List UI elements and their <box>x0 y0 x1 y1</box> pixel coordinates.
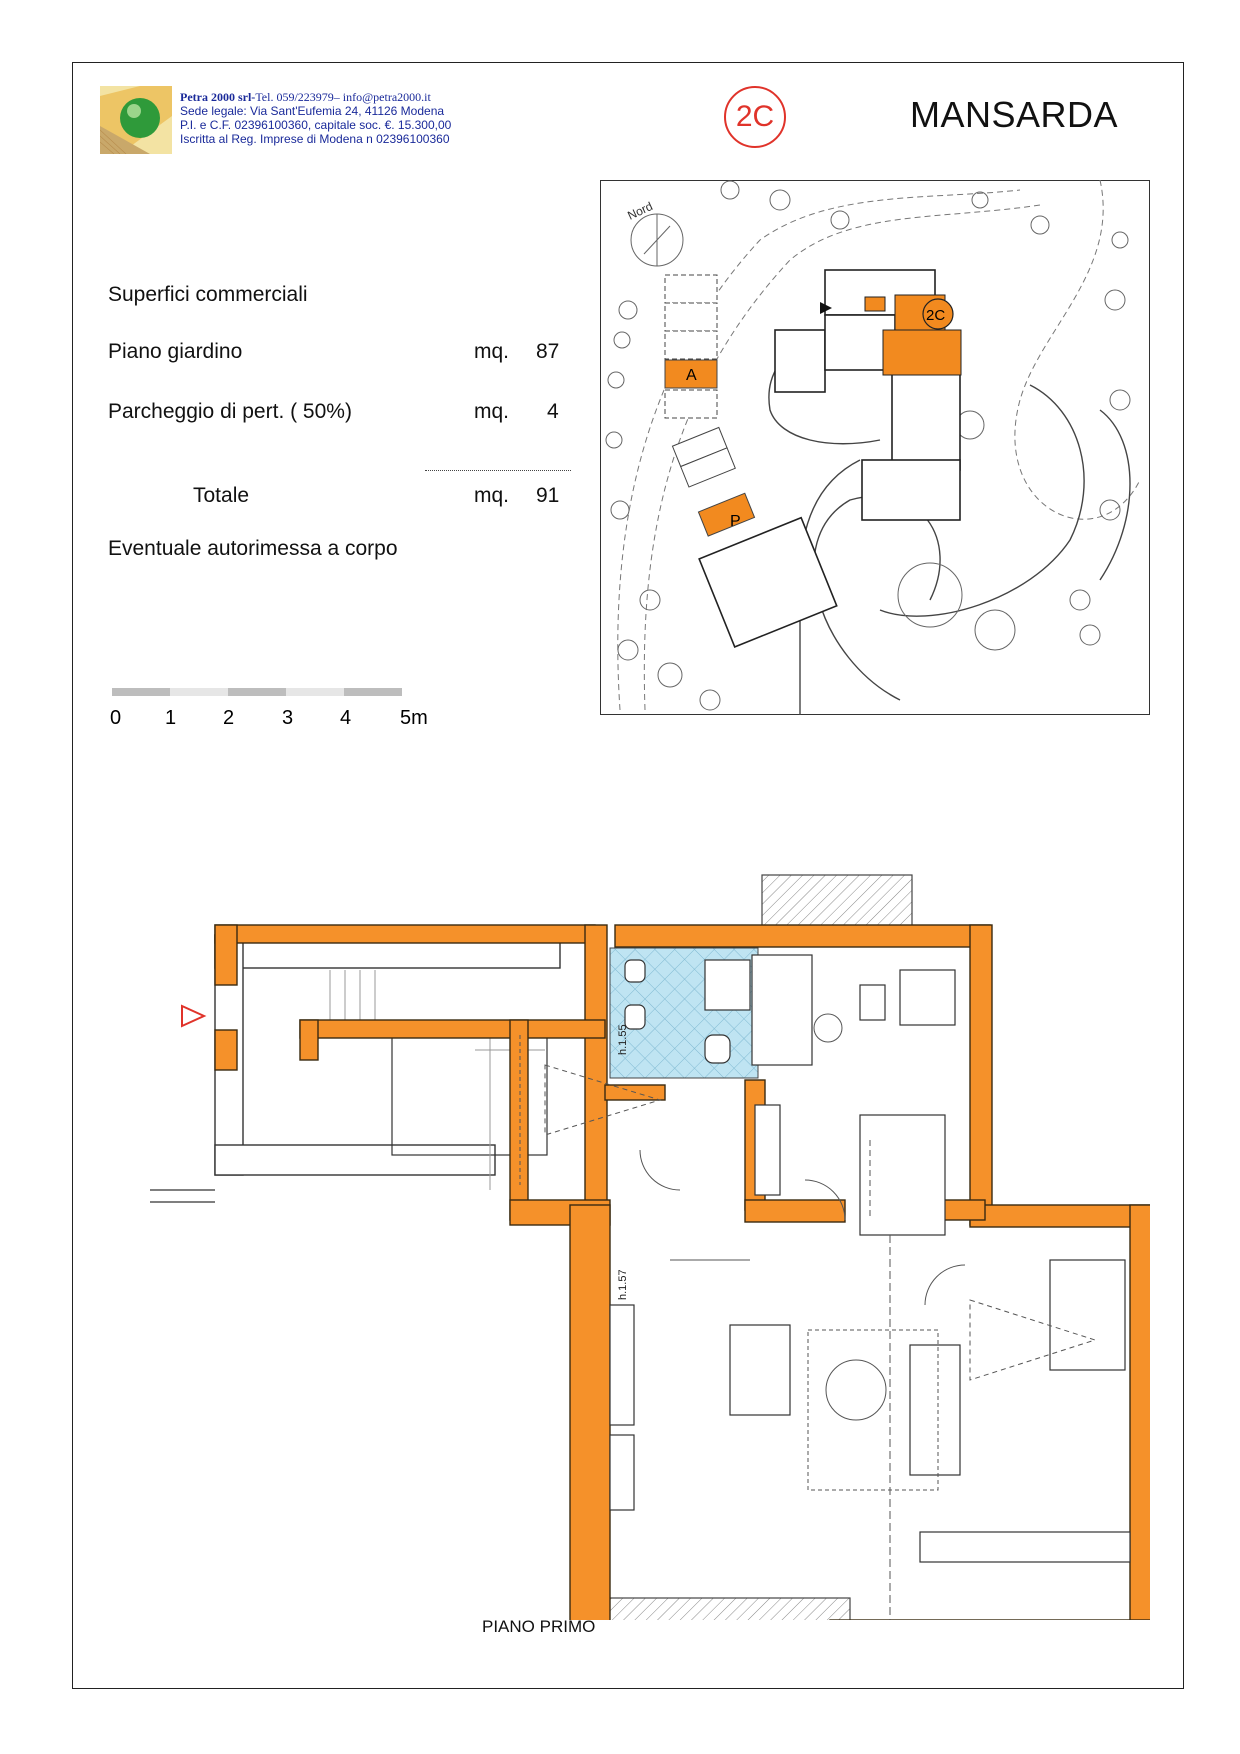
company-address: Sede legale: Via Sant'Eufemia 24, 41126 Modena <box>180 104 445 118</box>
area-row-label: Parcheggio di pert. ( 50%) <box>108 400 352 423</box>
site-unit-marker: 2C <box>926 307 946 324</box>
entrance-arrow-icon <box>182 1006 204 1026</box>
scale-bar <box>110 688 450 738</box>
balcony-bottom <box>585 1598 850 1620</box>
bathroom-height-label: h.1.55 <box>617 1024 629 1055</box>
north-label: Nord <box>625 199 655 223</box>
total-separator <box>425 470 571 471</box>
areas-title: Superfici commerciali <box>108 283 308 306</box>
scale-tick-label: 1 <box>165 707 177 729</box>
page-title: MANSARDA <box>910 94 1119 135</box>
marker-a: A <box>686 367 697 384</box>
total-unit: mq. <box>474 484 510 507</box>
floor-plan <box>150 860 1150 1620</box>
site-plan <box>600 180 1150 715</box>
scale-tick-label: 2 <box>223 707 235 729</box>
area-row-unit: mq. <box>474 400 510 423</box>
unit-code-badge <box>724 86 786 148</box>
company-name: Petra 2000 srl- <box>180 90 256 104</box>
company-registry: Iscritta al Reg. Imprese di Modena n 02396100360 <box>180 132 450 146</box>
area-row-unit: mq. <box>474 340 510 363</box>
company-info <box>180 90 451 146</box>
floor-label: PIANO PRIMO <box>482 1617 596 1636</box>
company-tax-info: P.I. e C.F. 02396100360, capitale soc. €. 15.300,00 <box>180 118 452 132</box>
area-row-value: 4 <box>547 400 559 423</box>
total-value: 91 <box>536 484 560 507</box>
scale-tick-label: 3 <box>282 707 294 729</box>
unit-code: 2C <box>735 100 775 133</box>
kitchen-height-label: h.1.57 <box>617 1269 629 1300</box>
area-note: Eventuale autorimessa a corpo <box>108 537 398 560</box>
company-logo <box>100 86 172 154</box>
scale-tick-label: 0 <box>110 707 122 729</box>
area-row-label: Piano giardino <box>108 340 243 363</box>
total-label: Totale <box>193 484 250 507</box>
scale-tick-label: 4 <box>340 707 352 729</box>
area-row-value: 87 <box>536 340 560 363</box>
scale-tick-label: 5m <box>400 707 428 729</box>
marker-p: P <box>730 513 741 530</box>
company-contacts[interactable]: Tel. 059/223979– info@petra2000.it <box>255 90 431 104</box>
